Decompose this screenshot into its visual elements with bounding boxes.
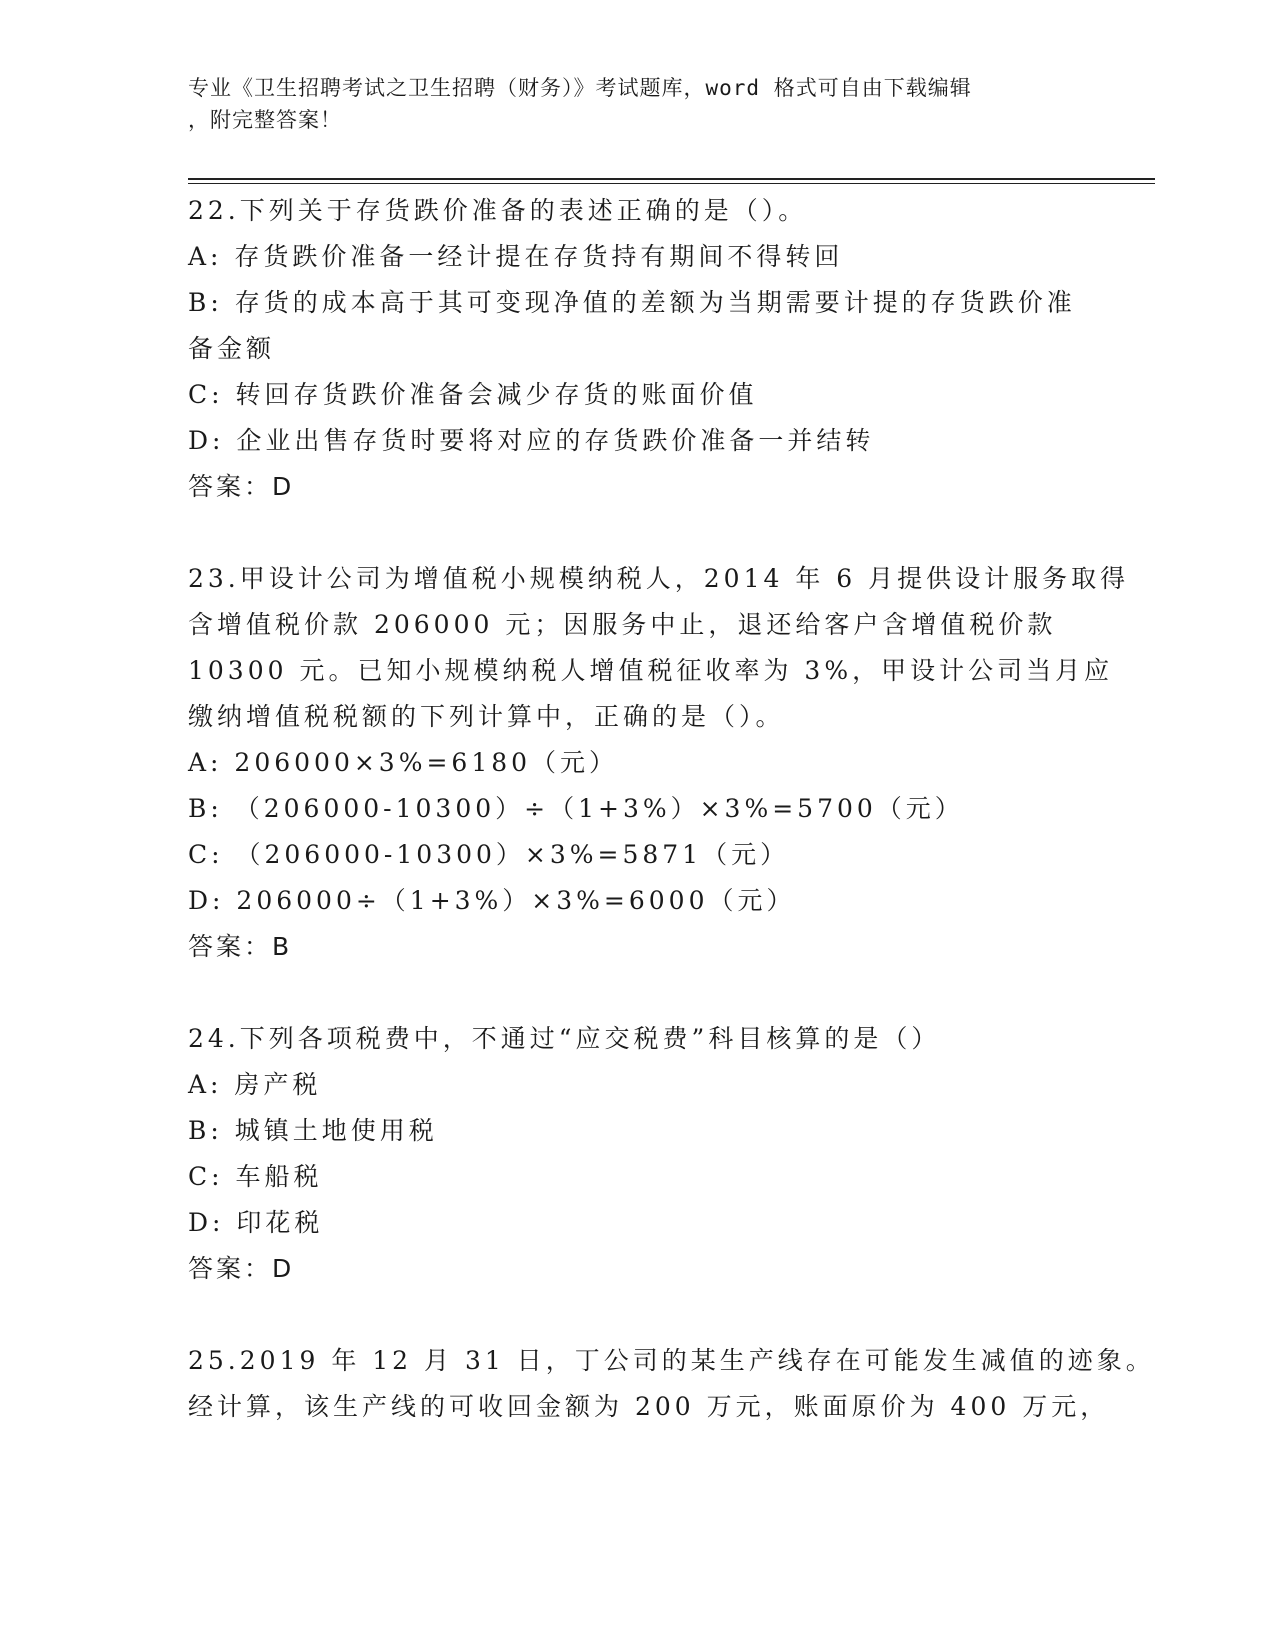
option-b: B: （206000-10300）÷（1+3%）×3%=5700（元） xyxy=(188,794,964,823)
question-stem: 10300 元。已知小规模纳税人增值税征收率为 3%，甲设计公司当月应 xyxy=(188,656,1114,685)
option-a: A: 206000×3%=6180（元） xyxy=(188,748,619,777)
question-gap xyxy=(188,970,1088,1016)
option-d: D: 企业出售存货时要将对应的存货跌价准备一并结转 xyxy=(188,426,875,455)
question-stem: 24.下列各项税费中，不通过“应交税费”科目核算的是（） xyxy=(188,1024,941,1053)
answer-text: 答案：D xyxy=(188,472,295,501)
header-divider-thin xyxy=(188,183,1155,184)
option-c: C: 转回存货跌价准备会减少存货的账面价值 xyxy=(188,380,758,409)
option-b: B: 存货的成本高于其可变现净值的差额为当期需要计提的存货跌价准 xyxy=(188,288,1076,317)
header-divider-thick xyxy=(188,178,1155,180)
question-22 xyxy=(188,188,1088,510)
answer-text: 答案：B xyxy=(188,932,293,961)
question-stem: 22.下列关于存货跌价准备的表述正确的是（）。 xyxy=(188,196,808,225)
question-stem: 缴纳增值税税额的下列计算中，正确的是（）。 xyxy=(188,702,785,731)
header-line-1: 专业《卫生招聘考试之卫生招聘（财务）》考试题库，word 格式可自由下载编辑 xyxy=(188,76,972,100)
option-c: C: 车船税 xyxy=(188,1162,323,1191)
question-stem: 23.甲设计公司为增值税小规模纳税人，2014 年 6 月提供设计服务取得 xyxy=(188,564,1130,593)
question-24 xyxy=(188,1016,1088,1292)
header-line-2: ，附完整答案！ xyxy=(188,108,342,132)
option-a: A: 存货跌价准备一经计提在存货持有期间不得转回 xyxy=(188,242,844,271)
question-23 xyxy=(188,556,1130,970)
question-stem: 经计算，该生产线的可收回金额为 200 万元，账面原价为 400 万元， xyxy=(188,1392,1110,1421)
option-b-continued: 备金额 xyxy=(188,334,276,363)
document-header xyxy=(188,72,1068,136)
question-gap xyxy=(188,1292,1088,1338)
option-c: C: （206000-10300）×3%=5871（元） xyxy=(188,840,790,869)
answer-text: 答案：D xyxy=(188,1254,295,1283)
question-list xyxy=(188,188,1155,1430)
option-b: B: 城镇土地使用税 xyxy=(188,1116,438,1145)
question-gap xyxy=(188,510,1088,556)
option-d: D: 印花税 xyxy=(188,1208,324,1237)
option-a: A: 房产税 xyxy=(188,1070,322,1099)
option-d: D: 206000÷（1+3%）×3%=6000（元） xyxy=(188,886,796,915)
question-stem: 25.2019 年 12 月 31 日，丁公司的某生产线存在可能发生减值的迹象。 xyxy=(188,1346,1155,1375)
question-25 xyxy=(188,1338,1155,1430)
question-stem: 含增值税价款 206000 元；因服务中止，退还给客户含增值税价款 xyxy=(188,610,1057,639)
